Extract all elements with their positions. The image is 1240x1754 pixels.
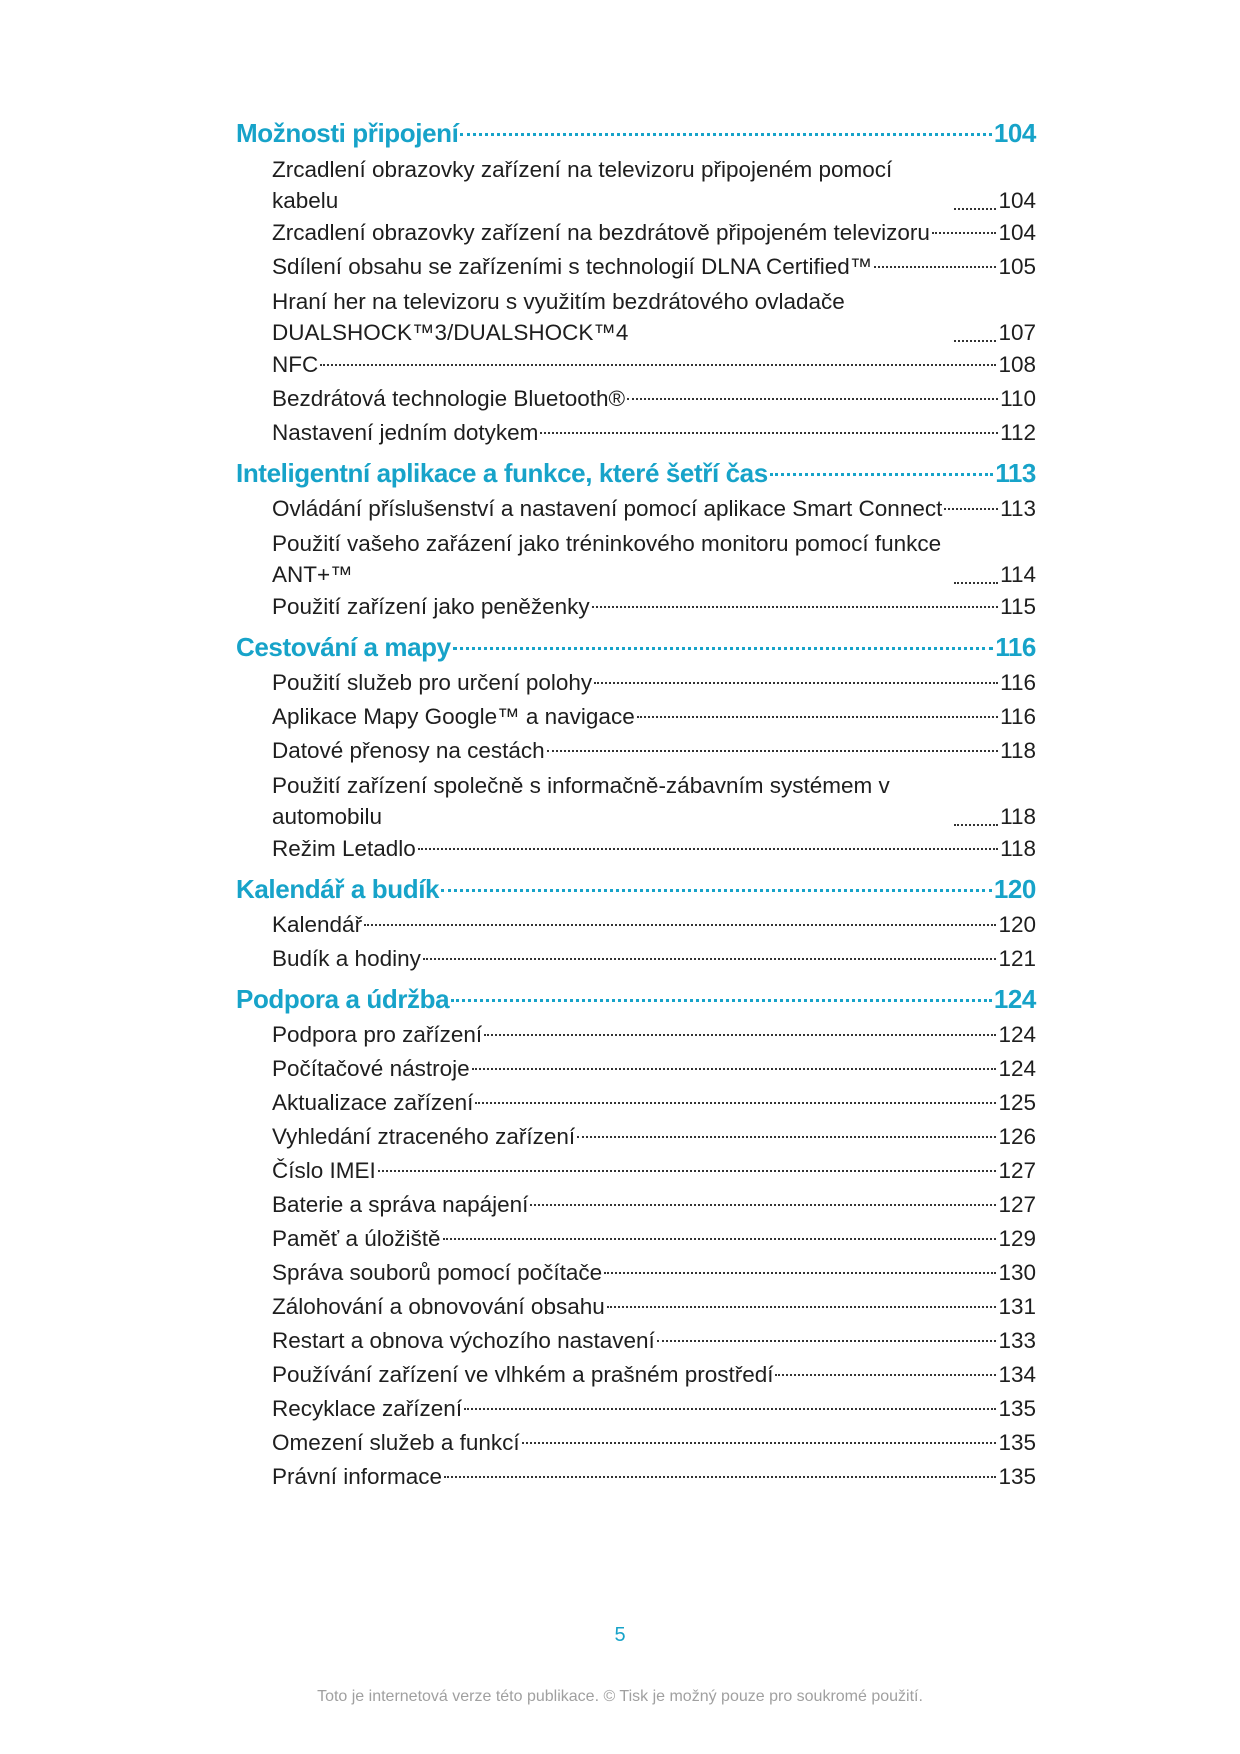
toc-entry-page: 113 xyxy=(1000,496,1036,521)
toc-entry-title: Datové přenosy na cestách xyxy=(272,738,545,763)
toc-entry-page: 104 xyxy=(998,188,1036,213)
toc-entry-link[interactable] xyxy=(236,152,1036,216)
dot-leader xyxy=(954,340,996,342)
toc-entry-page: 121 xyxy=(998,946,1036,971)
toc-entry-link[interactable] xyxy=(236,1426,1036,1460)
toc-heading-title: Možnosti připojení xyxy=(236,118,459,148)
dot-leader xyxy=(954,582,998,584)
toc-entry-title: Bezdrátová technologie Bluetooth® xyxy=(272,386,626,411)
toc-entry-page: 108 xyxy=(998,352,1036,377)
dot-leader xyxy=(944,508,998,510)
toc-entry-page: 135 xyxy=(998,1464,1036,1489)
toc-heading-link[interactable] xyxy=(236,870,1036,908)
toc-entry-link[interactable] xyxy=(236,832,1036,866)
dot-leader xyxy=(874,266,996,268)
toc-entry-link[interactable] xyxy=(236,284,1036,348)
toc-section xyxy=(236,980,1036,1494)
table-of-contents xyxy=(236,114,1036,1494)
toc-entry-title: Kalendář xyxy=(272,912,363,937)
dot-leader xyxy=(451,999,992,1002)
dot-leader xyxy=(604,1272,996,1274)
toc-entry-page: 125 xyxy=(998,1090,1036,1115)
toc-entry-title: Aplikace Mapy Google™ a navigace xyxy=(272,704,635,729)
toc-section xyxy=(236,114,1036,450)
toc-entry-link[interactable] xyxy=(236,416,1036,450)
toc-heading-page: 104 xyxy=(993,118,1036,148)
toc-entry-link[interactable] xyxy=(236,590,1036,624)
toc-entry-page: 114 xyxy=(1000,562,1036,587)
toc-entry-link[interactable] xyxy=(236,492,1036,526)
toc-entry-page: 110 xyxy=(1000,386,1036,411)
toc-entry-title: Hraní her na televizoru s využitím bezdrátového ovladače DUALSHOCK™3/DUALSHOCK™4 xyxy=(272,289,845,345)
toc-entry-page: 130 xyxy=(998,1260,1036,1285)
dot-leader xyxy=(775,1374,996,1376)
toc-entry-title: Budík a hodiny xyxy=(272,946,421,971)
dot-leader xyxy=(441,889,992,892)
toc-entry-title: Použití vašeho zařázení jako tréninkového monitoru pomocí funkce ANT+™ xyxy=(272,531,942,587)
toc-entry-link[interactable] xyxy=(236,734,1036,768)
toc-entry-link[interactable] xyxy=(236,250,1036,284)
dot-leader xyxy=(522,1442,997,1444)
toc-entry-title: Zálohování a obnovování obsahu xyxy=(272,1294,605,1319)
dot-leader xyxy=(475,1102,996,1104)
toc-entry-link[interactable] xyxy=(236,216,1036,250)
toc-entry-page: 116 xyxy=(1000,704,1036,729)
toc-entry-link[interactable] xyxy=(236,1358,1036,1392)
toc-entry-page: 129 xyxy=(998,1226,1036,1251)
toc-entry-page: 118 xyxy=(1000,738,1036,763)
dot-leader xyxy=(378,1170,997,1172)
toc-entry-title: Podpora pro zařízení xyxy=(272,1022,483,1047)
toc-entry-page: 124 xyxy=(998,1056,1036,1081)
toc-entry-link[interactable] xyxy=(236,666,1036,700)
dot-leader xyxy=(464,1408,996,1410)
toc-entry-page: 134 xyxy=(998,1362,1036,1387)
toc-entry-link[interactable] xyxy=(236,1086,1036,1120)
toc-entry-page: 116 xyxy=(1000,670,1036,695)
toc-entry-title: Použití služeb pro určení polohy xyxy=(272,670,593,695)
dot-leader xyxy=(932,232,997,234)
toc-entry-title: Zrcadlení obrazovky zařízení na bezdrátově připojeném televizoru xyxy=(272,220,930,245)
toc-heading-link[interactable] xyxy=(236,628,1036,666)
dot-leader xyxy=(627,398,998,400)
toc-entry-title: Aktualizace zařízení xyxy=(272,1090,474,1115)
dot-leader xyxy=(637,716,998,718)
dot-leader xyxy=(418,848,998,850)
toc-entry-link[interactable] xyxy=(236,700,1036,734)
toc-section xyxy=(236,870,1036,976)
dot-leader xyxy=(594,682,998,684)
toc-entry-title: Restart a obnova výchozího nastavení xyxy=(272,1328,655,1353)
toc-entry-title: Omezení služeb a funkcí xyxy=(272,1430,520,1455)
dot-leader xyxy=(423,958,997,960)
toc-heading-title: Podpora a údržba xyxy=(236,984,450,1014)
toc-entry-link[interactable] xyxy=(236,1222,1036,1256)
toc-entry-title: Nastavení jedním dotykem xyxy=(272,420,539,445)
dot-leader xyxy=(607,1306,997,1308)
toc-heading-title: Inteligentní aplikace a funkce, které šetří čas xyxy=(236,458,768,488)
toc-entry-page: 107 xyxy=(998,320,1036,345)
toc-entry-page: 124 xyxy=(998,1022,1036,1047)
toc-entry-title: Ovládání příslušenství a nastavení pomocí aplikace Smart Connect xyxy=(272,496,943,521)
toc-entry-page: 104 xyxy=(998,220,1036,245)
footer-note: Toto je internetová verze této publikace. © Tisk je možný pouze pro soukromé použití. xyxy=(317,1688,923,1705)
toc-entry-link[interactable] xyxy=(236,768,1036,832)
dot-leader xyxy=(453,647,994,650)
toc-heading-title: Cestování a mapy xyxy=(236,632,451,662)
dot-leader xyxy=(592,606,998,608)
dot-leader xyxy=(444,1476,996,1478)
dot-leader xyxy=(460,133,991,136)
toc-heading-link[interactable] xyxy=(236,980,1036,1018)
toc-entry-title: Počítačové nástroje xyxy=(272,1056,470,1081)
toc-entry-link[interactable] xyxy=(236,1052,1036,1086)
toc-entry-title: Právní informace xyxy=(272,1464,443,1489)
toc-entry-link[interactable] xyxy=(236,348,1036,382)
toc-entry-page: 126 xyxy=(998,1124,1036,1149)
toc-entry-page: 118 xyxy=(1000,804,1036,829)
dot-leader xyxy=(530,1204,996,1206)
toc-entry-link[interactable] xyxy=(236,1154,1036,1188)
toc-entry-link[interactable] xyxy=(236,1256,1036,1290)
toc-entry-page: 118 xyxy=(1000,836,1036,861)
toc-entry-link[interactable] xyxy=(236,1018,1036,1052)
toc-entry-link[interactable] xyxy=(236,526,1036,590)
toc-entry-title: Recyklace zařízení xyxy=(272,1396,463,1421)
toc-entry-page: 135 xyxy=(998,1430,1036,1455)
toc-entry-page: 135 xyxy=(998,1396,1036,1421)
dot-leader xyxy=(540,432,998,434)
toc-entry-link[interactable] xyxy=(236,942,1036,976)
dot-leader xyxy=(484,1034,996,1036)
toc-entry-link[interactable] xyxy=(236,382,1036,416)
dot-leader xyxy=(954,208,996,210)
dot-leader xyxy=(320,364,996,366)
toc-entry-title: Vyhledání ztraceného zařízení xyxy=(272,1124,576,1149)
toc-entry-page: 133 xyxy=(998,1328,1036,1353)
toc-section xyxy=(236,454,1036,624)
toc-heading-page: 124 xyxy=(993,984,1036,1014)
toc-entry-link[interactable] xyxy=(236,908,1036,942)
toc-entry-link[interactable] xyxy=(236,1120,1036,1154)
toc-entry-page: 105 xyxy=(998,254,1036,279)
toc-entry-title: Správa souborů pomocí počítače xyxy=(272,1260,603,1285)
toc-entry-link[interactable] xyxy=(236,1188,1036,1222)
toc-entry-link[interactable] xyxy=(236,1324,1036,1358)
dot-leader xyxy=(657,1340,997,1342)
toc-entry-title: Použití zařízení jako peněženky xyxy=(272,594,590,619)
toc-heading-page: 120 xyxy=(993,874,1036,904)
toc-entry-link[interactable] xyxy=(236,1460,1036,1494)
toc-entry-page: 115 xyxy=(1000,594,1036,619)
toc-entry-title: Použití zařízení společně s informačně-zábavním systémem v automobilu xyxy=(272,773,890,829)
toc-heading-title: Kalendář a budík xyxy=(236,874,440,904)
toc-entry-title: Číslo IMEI xyxy=(272,1158,376,1183)
dot-leader xyxy=(364,924,996,926)
dot-leader xyxy=(954,824,998,826)
toc-entry-title: NFC xyxy=(272,352,319,377)
toc-entry-title: Zrcadlení obrazovky zařízení na televizoru připojeném pomocí kabelu xyxy=(272,157,893,213)
toc-heading-page: 113 xyxy=(995,458,1036,488)
toc-entry-page: 120 xyxy=(998,912,1036,937)
page-number: 5 xyxy=(614,1624,626,1646)
toc-entry-page: 112 xyxy=(1000,420,1036,445)
toc-heading-link[interactable] xyxy=(236,454,1036,492)
dot-leader xyxy=(443,1238,997,1240)
toc-entry-link[interactable] xyxy=(236,1290,1036,1324)
toc-entry-page: 131 xyxy=(998,1294,1036,1319)
dot-leader xyxy=(577,1136,996,1138)
toc-entry-page: 127 xyxy=(998,1158,1036,1183)
dot-leader xyxy=(547,750,998,752)
toc-entry-title: Paměť a úložiště xyxy=(272,1226,441,1251)
toc-entry-title: Baterie a správa napájení xyxy=(272,1192,529,1217)
toc-entry-page: 127 xyxy=(998,1192,1036,1217)
toc-heading-page: 116 xyxy=(995,632,1036,662)
toc-heading-link[interactable] xyxy=(236,114,1036,152)
toc-entry-title: Používání zařízení ve vlhkém a prašném prostředí xyxy=(272,1362,774,1387)
toc-section xyxy=(236,628,1036,866)
dot-leader xyxy=(770,473,993,476)
toc-entry-link[interactable] xyxy=(236,1392,1036,1426)
toc-entry-title: Režim Letadlo xyxy=(272,836,416,861)
toc-entry-title: Sdílení obsahu se zařízeními s technologií DLNA Certified™ xyxy=(272,254,873,279)
dot-leader xyxy=(472,1068,997,1070)
